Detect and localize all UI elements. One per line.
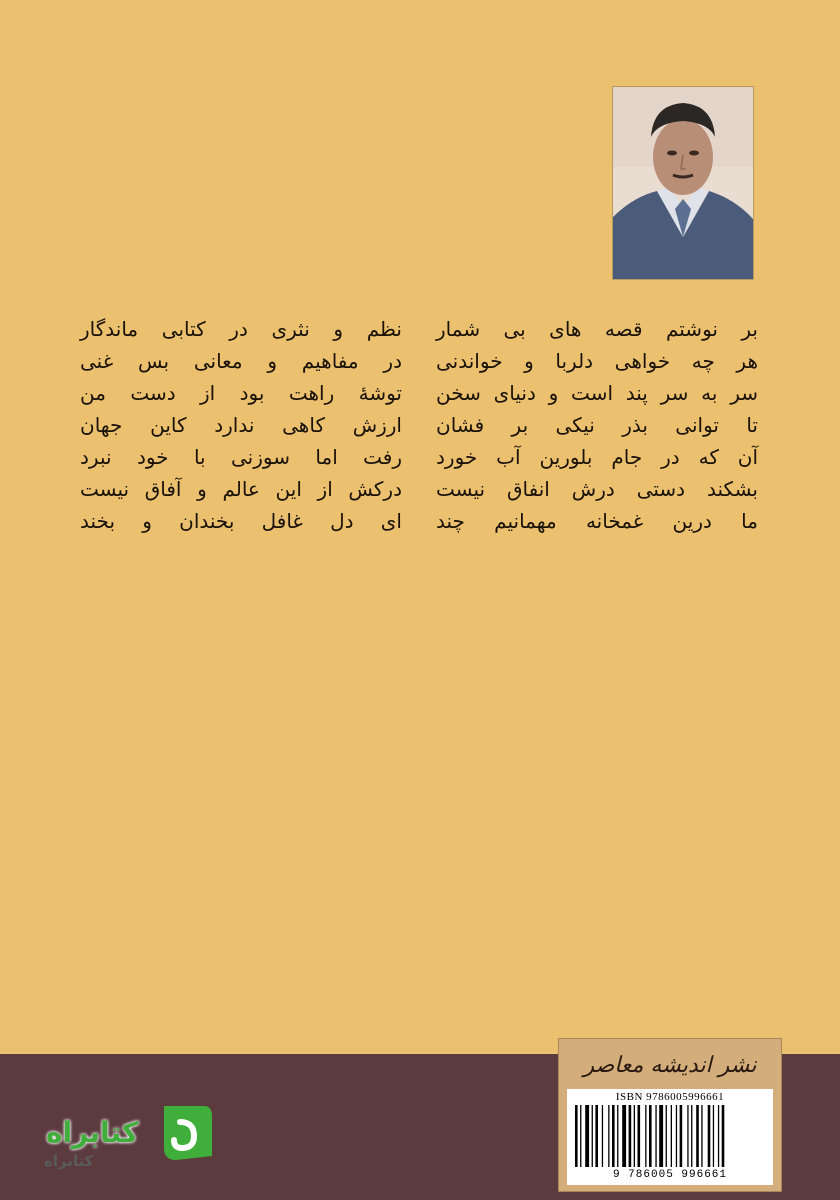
- barcode-number: 9 786005 996661: [612, 1169, 728, 1181]
- poem-line: ای دل غافل بخندان و بخند: [80, 509, 402, 533]
- poem-line: بشکند دستی درش انفاق نیست: [436, 477, 758, 501]
- poem-line: تا توانی بذر نیکی بر فشان: [436, 413, 758, 437]
- poem-line: رفت اما سوزنی با خود نبرد: [80, 445, 402, 469]
- poem-line: بر نوشتم قصه های بی شمار: [436, 317, 758, 341]
- poem-line: سر به سر پند است و دنیای سخن: [436, 381, 758, 405]
- publisher-name: نشر اندیشه معاصر: [583, 1053, 757, 1078]
- poem-line: ما درین غمخانه مهمانیم چند: [436, 509, 758, 533]
- poem-line: ارزش کاهی ندارد کاین جهان: [80, 413, 402, 437]
- poem-line: آن که در جام بلورین آب خورد: [436, 445, 758, 469]
- isbn-barcode: [567, 1089, 773, 1185]
- author-photo: [612, 86, 754, 280]
- poem-left-column: [80, 313, 402, 537]
- isbn-label: ISBN 9786005996661: [615, 1091, 725, 1103]
- watermark-main-text: کتابراه: [46, 1116, 139, 1149]
- barcode-icon: [573, 1105, 767, 1167]
- publisher-box: [558, 1038, 782, 1192]
- poem-line: در مفاهیم و معانی بس غنی: [80, 349, 402, 373]
- poem-right-column: [436, 313, 758, 537]
- poem-line: هر چه خواهی دلربا و خواندنی: [436, 349, 758, 373]
- poem-line: توشهٔ راهت بود از دست من: [80, 381, 402, 405]
- watermark-logo: [12, 1098, 212, 1188]
- poem-line: نظم و نثری در کتابی ماندگار: [80, 317, 402, 341]
- poem-line: درکش از این عالم و آفاق نیست: [80, 477, 402, 501]
- watermark-small-text: کتابراه: [44, 1152, 94, 1170]
- leaf-book-icon: [158, 1102, 214, 1164]
- author-portrait: [613, 87, 753, 279]
